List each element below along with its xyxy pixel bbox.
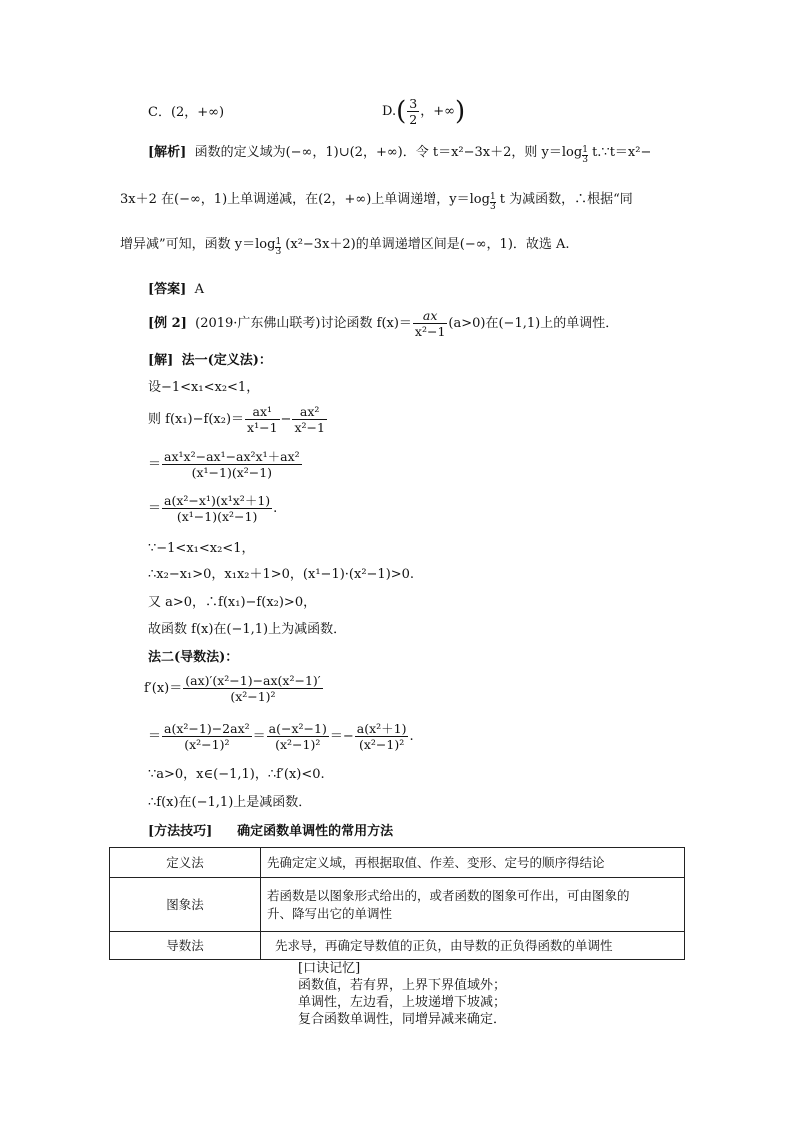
answer-tag: [答案] (148, 282, 187, 297)
log-base: $\frac{1}{3}$ (275, 237, 282, 257)
method-name: 定义法 (110, 848, 261, 878)
example-fraction: $\frac{ax}{\text{x²−1}}$ (414, 308, 446, 339)
m2-line-2: ＝ $\frac{\text{a(x²−1)−2ax²}}{\text{(x²−1)²}}$ ＝ $\frac{\text{a(−x²−1)}}{\text{(x²−1)²}}$ ＝− $\frac{\text{a(x²＋1)}}{\text{(x²−1)²}}$ . (148, 721, 414, 752)
mnemonic-title: [口诀记忆] (298, 961, 361, 976)
method-name: 图象法 (110, 878, 261, 932)
mnemonic-line-2: 单调性，左边看，上坡递增下坡减； (298, 995, 507, 1010)
mnemonic-line-1: 函数值，若有界，上界下界值域外； (298, 978, 507, 993)
option-d: D.( $\frac{3}{2}$ ，+∞) (382, 96, 466, 127)
m1-line-8: 故函数 f(x)在(−1,1)上为减函数． (148, 622, 347, 637)
method1-title: 法一(定义法)： (181, 353, 272, 368)
example-tag: [例 2] (148, 316, 187, 331)
log-base: $\frac{1}{3}$ (582, 145, 588, 165)
option-d-suffix: ，+∞ (420, 104, 455, 119)
m1-line-3: ＝ $\frac{\text{ax¹x²−ax¹−ax²x¹＋ax²}}{\text{(x¹−1)(x²−1)}}$ (148, 449, 300, 480)
tips-tag: [方法技巧] (148, 824, 213, 839)
answer-value: A (194, 282, 204, 297)
option-d-fraction: $\frac{3}{2}$ (409, 96, 418, 127)
methods-table (109, 847, 685, 960)
solution-tag: [解] (148, 353, 174, 368)
option-c: C．(2，+∞) (148, 105, 225, 120)
method-desc: 若函数是以图象形式给出的，或者函数的图象可作出，可由图象的 升、降写出它的单调性 (261, 878, 685, 932)
analysis-line-2: 3x＋2 在(−∞，1)上单调递减，在(2，+∞)上单调递增，y＝log $\frac{1}{3}$ t 为减函数，∴根据“同 (120, 192, 633, 212)
tips-header (148, 824, 393, 840)
m1-line-2: 则 f(x₁)−f(x₂)＝ $\frac{\text{ax¹}}{\text{x¹−1}}$ − $\frac{\text{ax²}}{\text{x²−1}}$ (148, 404, 325, 435)
log-base: $\frac{1}{3}$ (489, 192, 496, 212)
analysis-line-3: 增异减”可知，函数 y＝log $\frac{1}{3}$ (x²−3x＋2)的单调递增区间是(−∞，1)．故选 A. (120, 237, 570, 257)
m1-line-7: 又 a>0，∴f(x₁)−f(x₂)>0， (148, 595, 317, 610)
table-row (110, 878, 685, 932)
m2-line-4: ∴f(x)在(−1,1)上是减函数． (148, 795, 312, 810)
m1-line-4: ＝ $\frac{\text{a(x²−x¹)(x¹x²＋1)}}{\text{(x¹−1)(x²−1)}}$ . (148, 493, 278, 524)
answer-line (148, 282, 204, 298)
method-desc: 先求导，再确定导数值的正负，由导数的正负得函数的单调性 (261, 932, 685, 960)
method2-title: 法二(导数法)： (148, 650, 239, 665)
method-desc: 先确定定义域，再根据取值、作差、变形、定号的顺序得结论 (261, 848, 685, 878)
table-row (110, 848, 685, 878)
example-line: [例 2] (2019·广东佛山联考)讨论函数 f(x)＝ $\frac{ax}{\text{x²−1}}$ (a>0)在(−1,1)上的单调性． (148, 308, 619, 339)
m2-line-3: ∵a>0，x∈(−1,1)，∴f′(x)<0. (148, 767, 325, 782)
table-row (110, 932, 685, 960)
m2-line-1: f′(x)＝ $\frac{\text{(ax)′(x²−1)−ax(x²−1)′}}{\text{(x²−1)²}}$ (144, 673, 321, 704)
analysis-line-1: [解析] 函数的定义域为(−∞，1)∪(2，+∞)．令 t＝x²−3x＋2，则 y＝log $\frac{1}{3}$ t.∵t＝x²− (148, 145, 652, 165)
m1-line-1: 设−1<x₁<x₂<1， (148, 380, 260, 395)
m1-line-6: ∴x₂−x₁>0，x₁x₂＋1>0，(x¹−1)·(x²−1)>0. (148, 567, 415, 582)
method-name: 导数法 (110, 932, 261, 960)
mnemonic-line-3: 复合函数单调性，同增异减来确定． (298, 1012, 507, 1027)
solution-header (148, 353, 272, 369)
m1-line-5: ∵−1<x₁<x₂<1， (148, 541, 255, 556)
analysis-tag: [解析] (148, 145, 187, 160)
tips-title: 确定函数单调性的常用方法 (237, 824, 394, 839)
option-d-prefix: D. (382, 104, 397, 119)
